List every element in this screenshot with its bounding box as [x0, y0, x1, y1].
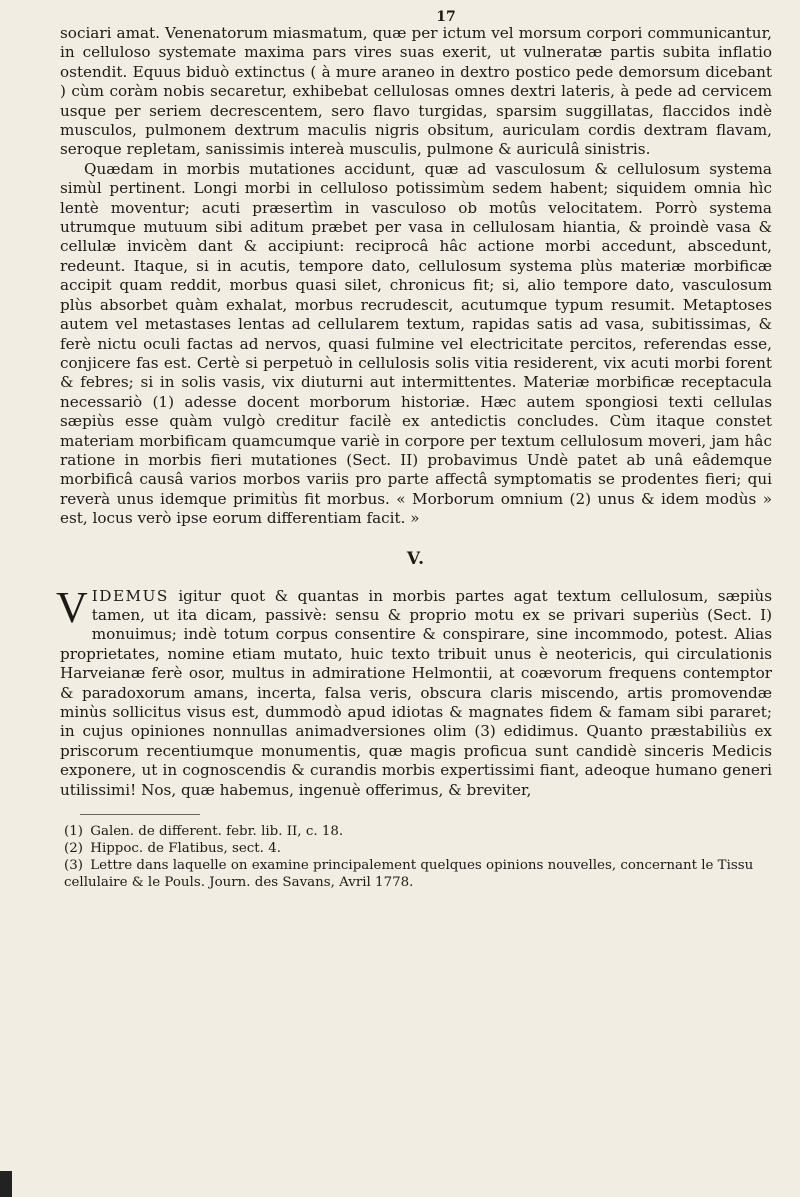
section-text: igitur quot & quantas in morbis partes agat textum cellulosum, sæpiùs tamen, ut ita dicam, passivè: sensu & proprio motu ex se privari superiùs (Sect. I) monuimus; indè totum corpus consentire & conspirare, sine incommodo, potest. Alias proprietates, nomine etiam mutato, huic texto tribuit unus è neotericis, qui circulationis Harveianæ ferè osor, multus in admiratione Helmontii, at coævorum frequens contemptor & paradoxorum amans, incerta, falsa veris, obscura claris miscendo, artis promovendæ minùs sollicitus visus est, dummodò apud idiotas & magnates fidem & famam sibi pararet; in cujus opiniones nonnullas animadversiones olim (3) edidimus. Quanto præstabiliùs ex priscorum recentiumque monumentis, quæ magis proficua sunt candidè sinceris Medicis exponere, ut in cognoscendis & curandis morbis expertissimi fiant, adeoque humano generi utilissimi! Nos, quæ habemus, ingenuè offerimus, & breviter,: [60, 586, 773, 799]
footnote-text: Lettre dans laquelle on examine principalement quelques opinions nouvelles, concernant le Tissu cellulaire & le Pouls. Journ. des Savans, Avril 1778.: [64, 858, 754, 891]
page-number: 17: [436, 9, 456, 25]
footnote-number: (2): [64, 841, 83, 857]
page-edge-mark: [0, 1171, 12, 1197]
drop-cap: V: [56, 582, 88, 632]
paragraph-1: sociari amat. Venenatorum miasmatum, quæ per ictum vel morsum corpori communicantur, in celluloso systemate maxima pars vires suas exerit, ut vulneratæ partis subita inflatio ostendit. Equus biduò extinctus ( à mure araneo in dextro postico pede demorsum dicebant ) cùm coràm nobis secaretur, exhibebat cellulosas omnes dextri lateris, à pede ad cervicem usque per seriem decrescentem, sero flavo turgidas, sparsim suggillatas, flaccidos indè musculos, pulmonem dextrum maculis nigris obsitum, auriculam cordis dextram flavam, seroque repletam, sanissimis intereà musculis, pulmone & auriculâ sinistris.: [60, 24, 772, 159]
footnote-number: (3): [64, 858, 83, 874]
footnotes: [64, 823, 772, 891]
footnote: [64, 823, 772, 840]
footnote-text: Hippoc. de Flatibus, sect. 4.: [90, 841, 281, 857]
section-heading: V.: [406, 548, 426, 569]
section-paragraph: [56, 582, 773, 800]
footnote-rule: [80, 814, 200, 815]
footnote-number: (1): [64, 824, 83, 840]
lead-caps: IDEMUS: [91, 586, 169, 605]
footnote: [64, 857, 772, 891]
footnote-text: Galen. de different. febr. lib. II, c. 18.: [90, 824, 344, 840]
footnote: [64, 840, 772, 857]
paragraph-2: Quædam in morbis mutationes accidunt, quæ ad vasculosum & cellulosum systema simùl pertinent. Longi morbi in celluloso potissimùm sedem habent; siquidem omnia hìc lentè moventur; acuti præsertìm in vasculoso ob motûs velocitatem. Porrò systema utrumque mutuum sibi aditum præbet per vasa in cellulosam hiantia, & proindè vasa & cellulæ invicèm dant & accipiunt: reciprocâ hâc actione morbi accedunt, abscedunt, redeunt. Itaque, si in acutis, tempore dato, cellulosum systema plùs materiæ morbificæ accipit quam reddit, morbus quasi silet, chronicus fit; si, alio tempore dato, vasculosum plùs absorbet quàm exhalat, morbus recrudescit, acutumque typum resumit. Metaptoses autem vel metastases lentas ad cellularem textum, rapidas satis ad vasa, subitissimas, & ferè nictu oculi factas ad nervos, quasi fulmine vel electricitate percitos, referendas esse, conjicere fas est. Certè si perpetuò in cellulosis solis vitia residerent, vix acuti morbi forent & febres; si in solis vasis, vix diuturni aut intermittentes. Materiæ morbificæ receptacula necessariò (1) adesse docent morborum historiæ. Hæc autem spongiosi texti cellulas sæpiùs esse quàm vulgò creditur facilè ex antedictis concludes. Cùm itaque constet materiam morbificam quamcumque variè in corpore per textum cellulosum moveri, jam hâc ratione in morbis fieri mutationes (Sect. II) probavimus Undè patet ab unâ eâdemque morbificâ causâ varios morbos variis pro parte affectâ symptomatis se prodentes fieri; qui reverà unus idemque primitùs fit morbus. « Morborum omnium (2) unus & idem modùs » est, locus verò ipse eorum differentiam facit. »: [60, 159, 772, 528]
